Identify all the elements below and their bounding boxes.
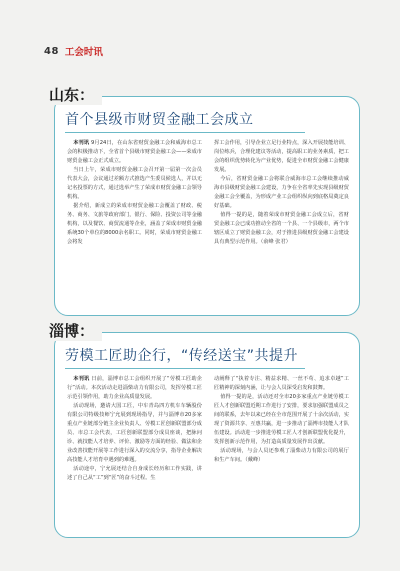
article-column-left xyxy=(67,139,202,247)
article-place: 山东： xyxy=(45,84,102,105)
paragraph-text: 9月24日，在山东省财贸金融工会和威海市总工会的积极推动下，全省首个县级市财贸金融工会——荣成市财贸金融工会正式成立。 xyxy=(67,140,202,164)
byline: 本刊讯 xyxy=(73,376,90,382)
article-title: 首个县级市财贸金融工会成立 xyxy=(65,112,254,128)
paragraph: 今后，省财贸金融工会将联合威海市总工会继续推动威海市县级财贸金融工会建设，力争在全省率先实现县级财贸金融工会全覆盖，为形成产业工会组织纵向到底格局奠定良好基础。 xyxy=(214,176,349,209)
article-heading xyxy=(45,84,359,133)
paragraph xyxy=(67,375,202,402)
paragraph: 值得一提的是，随着荣成市财贸金融工会成立后，省财贸金融工会已成功推动全省的一个县、一个县级市，两个市辖区成立了财贸金融工会，对于推进县级财贸金融工会建设具有典型示范作用。（俞峰 张君） xyxy=(214,212,349,245)
paragraph: 挥工会作用，引导企业立足行业特点，深入开展技能培训、岗位练兵，合理化建议等活动，提高职工的业务素质，把工会的组织优势转化为产业优势，促进全市财贸金融工会健康发展。 xyxy=(214,140,349,173)
article-body xyxy=(67,375,349,483)
section-name: 工会时讯 xyxy=(64,47,103,58)
page-number: 48 xyxy=(44,45,59,57)
paragraph xyxy=(67,139,202,166)
article-column-left xyxy=(67,375,202,483)
paragraph: 动阐释了“执着专注、精益求精、一丝不苟、追求卓越”工匠精神的深刻内涵，让与会人员深受启发和鼓舞。 xyxy=(214,376,349,391)
article-card-zibo xyxy=(49,322,360,538)
article-column-right xyxy=(214,375,349,483)
title-rule xyxy=(65,132,305,133)
paragraph: 值得一提的是，活动还对全市20多家重点产业链劳模工匠人才创新联盟近期工作进行了安排，要求加强联盟成员之间的联系，去年以来已经在全市范围开展了十余次活动，实现了资源共享、互惠共赢，进一步推动了淄博市技能人才队伍建设。活动进一步推进劳模工匠人才创新联盟优化提升，发挥创新示范作用，为打造高质量发展作出贡献。 xyxy=(214,394,349,445)
article-heading xyxy=(45,320,359,369)
article-title: 劳模工匠助企行，“传经送宝”共提升 xyxy=(65,348,299,364)
byline: 本刊讯 xyxy=(73,140,90,146)
page-header xyxy=(44,44,103,58)
article-column-right xyxy=(214,139,349,247)
article-place: 淄博： xyxy=(45,320,102,341)
article-card-shandong xyxy=(49,86,360,316)
title-rule xyxy=(65,368,305,369)
article-body xyxy=(67,139,349,247)
paragraph: 据介绍，新成立的荣成市财贸金融工会覆盖了财政、税务、商务、文旅等政府部门，银行、保险、投资公司等金融机构，以及餐饮、商贸流通等企业，涵盖了荣成市财贸金融系统30个单位的8000余名职工。同时，荣成市财贸金融工会将发 xyxy=(67,203,202,245)
paragraph-text: 日前，淄博市总工会组织开展了“劳模工匠助企行”活动。本次活动走进淄柴动力有限公司，发挥劳模工匠示范引领作用，助力企业高质量发展。 xyxy=(67,376,202,400)
paragraph: 当日上午，荣成市财贸金融工会召开第一届第一次会员代表大会，会议通过差额方式推选产生委员候选人，并以无记名投票的方式，通过选举产生了荣成市财贸金融工会领导机构。 xyxy=(67,167,202,200)
paragraph: 活动现场，邀请大国工匠，中车青岛四方机车车辆股份有限公司特级技师宁允展到现场指导，并与淄博市20多家重点产业链部分链主企业负责人、劳模工匠创新联盟部分成员、市总工会代表，工匠创新联盟部分成员座谈，把脉问诊、就技能人才培养、评价、激励等方面的经验、做法和企业改善技能开展等工作进行深入的交流分享，指导企业解决高技能人才培育中遇到的难题。 xyxy=(67,403,202,463)
paragraph: 活动途中，宁允展还结合自身成长经历和工作实践，讲述了自己从“工”到“匠”的奋斗过程。生 xyxy=(67,466,202,481)
paragraph: 活动现场，与会人员还参观了淄柴动力有限公司的展厅和生产车间。（戴峰） xyxy=(214,448,349,463)
